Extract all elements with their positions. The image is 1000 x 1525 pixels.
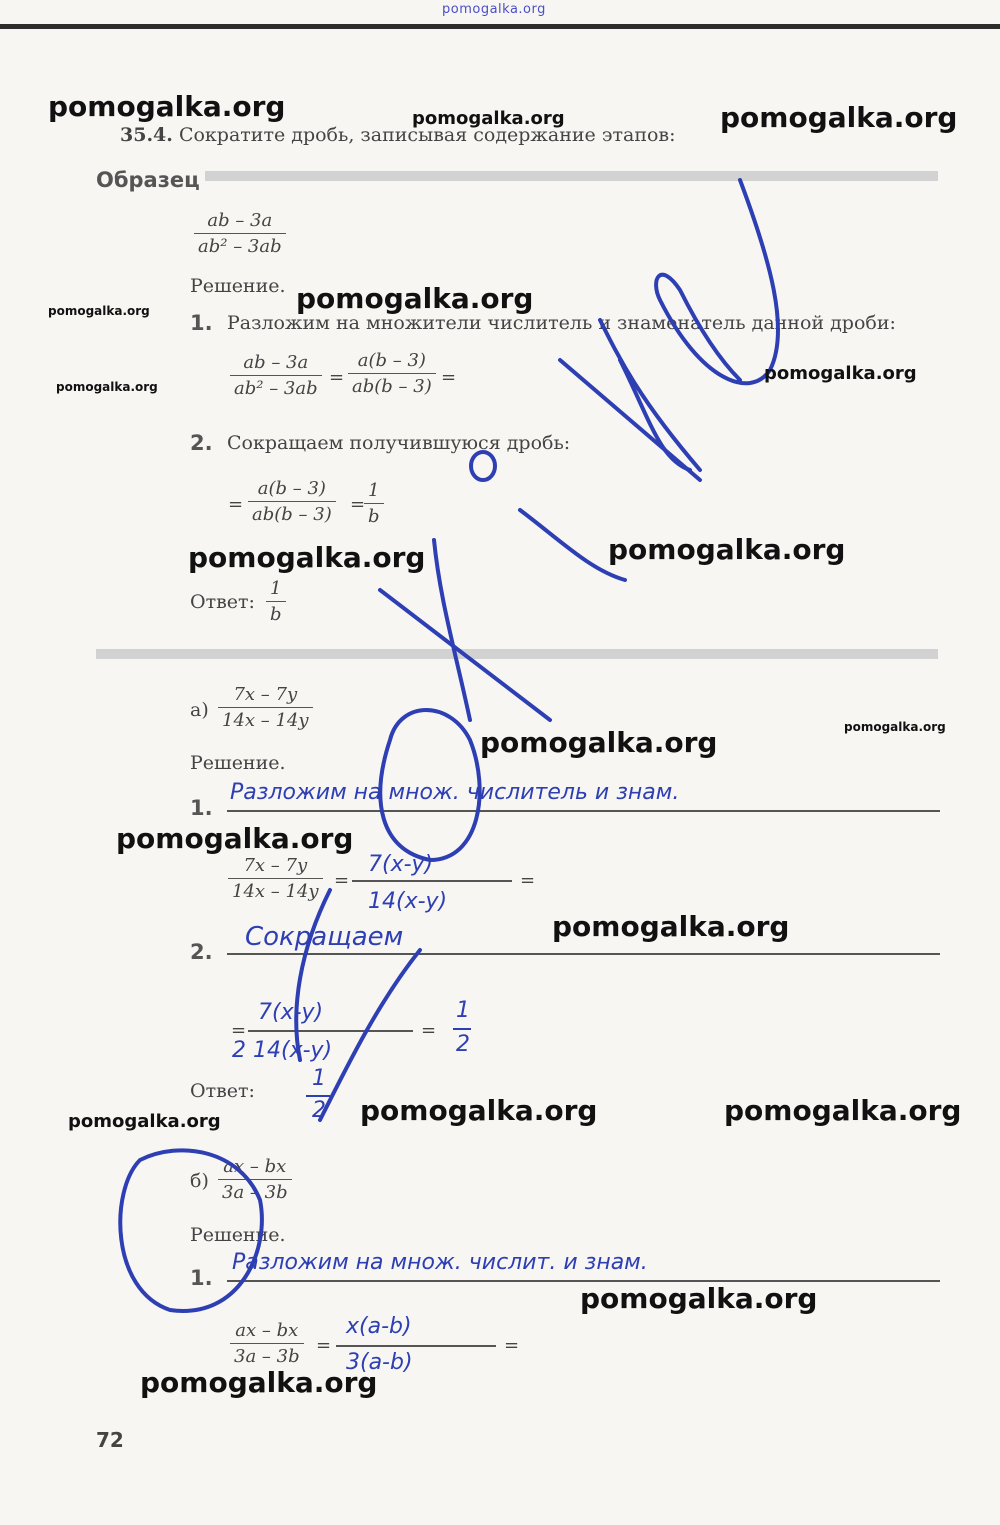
- watermark: pomogalka.org: [552, 910, 790, 943]
- equals-sign: =: [329, 367, 345, 388]
- part-a-step2-number: 2.: [190, 940, 213, 964]
- sample-step2-frac-num: a(b – 3): [257, 478, 326, 499]
- part-b-lhs-den: 3a – 3b: [230, 1343, 304, 1367]
- equals-sign: =: [350, 494, 366, 515]
- sample-denominator: ab² – 3ab: [194, 233, 286, 257]
- part-b-step1-number: 1.: [190, 1266, 213, 1290]
- sample-solution-label: Решение.: [190, 275, 286, 297]
- part-a-hand2-result-den: 2: [456, 1032, 470, 1057]
- part-a-label: а): [190, 699, 209, 721]
- part-a-lhs-den: 14x – 14y: [228, 878, 323, 902]
- part-a-numerator: 7x – 7y: [233, 684, 298, 705]
- watermark: pomogalka.org: [764, 363, 917, 384]
- sample-step2-text: Сокращаем получившуюся дробь:: [227, 432, 571, 454]
- watermark: pomogalka.org: [188, 541, 426, 574]
- watermark: pomogalka.org: [48, 90, 286, 123]
- watermark: pomogalka.org: [412, 108, 565, 129]
- top-site-url[interactable]: pomogalka.org: [442, 2, 546, 17]
- watermark: pomogalka.org: [116, 822, 354, 855]
- equals-sign: =: [228, 494, 244, 515]
- watermark: pomogalka.org: [608, 533, 846, 566]
- sample-answer-den: b: [266, 601, 286, 625]
- part-a-hand-denominator: 14(x-y): [368, 889, 448, 914]
- watermark: pomogalka.org: [580, 1282, 818, 1315]
- watermark: pomogalka.org: [720, 101, 958, 134]
- part-a-solution-label: Решение.: [190, 752, 286, 774]
- watermark: pomogalka.org: [844, 720, 946, 734]
- part-a-hand2-result-num: 1: [456, 998, 470, 1023]
- sample-step2-result-num: 1: [368, 480, 380, 501]
- part-a-denominator: 14x – 14y: [218, 707, 313, 731]
- sample-answer-num: 1: [270, 578, 282, 599]
- watermark: pomogalka.org: [48, 304, 150, 318]
- equals-sign: =: [231, 1020, 247, 1041]
- sample-step2-result-den: b: [364, 503, 384, 527]
- watermark: pomogalka.org: [56, 380, 158, 394]
- part-a-lhs-num: 7x – 7y: [243, 855, 308, 876]
- part-a-answer-label: Ответ:: [190, 1080, 255, 1102]
- part-a-step2-handwriting: Сокращаем: [245, 922, 404, 952]
- part-b-denominator: 3a – 3b: [218, 1179, 292, 1203]
- equals-sign: =: [316, 1335, 332, 1356]
- part-a-hand2-denominator: 2 14(x-y): [232, 1038, 333, 1063]
- watermark: pomogalka.org: [140, 1366, 378, 1399]
- sample-numerator: ab – 3a: [207, 210, 273, 231]
- equals-sign: =: [421, 1020, 437, 1041]
- part-a-answer-num: 1: [312, 1066, 326, 1091]
- sample-step1-lhs-den: ab² – 3ab: [230, 375, 322, 399]
- equals-sign: =: [334, 870, 350, 891]
- part-b-hand-numerator: x(a-b): [346, 1314, 412, 1339]
- sample-step1-rhs-den: ab(b – 3): [348, 373, 436, 397]
- watermark: pomogalka.org: [296, 282, 534, 315]
- sample-step1-number: 1.: [190, 311, 213, 335]
- watermark: pomogalka.org: [360, 1094, 598, 1127]
- page-number: 72: [96, 1428, 124, 1452]
- part-a-hand2-numerator: 7(x-y): [258, 1000, 324, 1025]
- sample-step1-rhs-num: a(b – 3): [357, 350, 426, 371]
- part-b-numerator: ax – bx: [223, 1156, 287, 1177]
- sample-step2-frac-den: ab(b – 3): [248, 501, 336, 525]
- part-a-step1-number: 1.: [190, 796, 213, 820]
- watermark: pomogalka.org: [480, 726, 718, 759]
- part-a-answer-den: 2: [312, 1098, 326, 1123]
- part-a-step1-handwriting: Разложим на множ. числитель и знам.: [230, 780, 680, 805]
- task-text: Сократите дробь, записывая содержание этапов:: [178, 124, 676, 146]
- part-b-hand-denominator: 3(a-b): [346, 1350, 413, 1375]
- sample-label: Образец: [96, 168, 200, 192]
- part-b-label: б): [190, 1170, 209, 1192]
- equals-sign: =: [441, 367, 457, 388]
- sample-answer-label: Ответ:: [190, 591, 255, 613]
- equals-sign: =: [520, 870, 536, 891]
- part-b-lhs-num: ax – bx: [235, 1320, 299, 1341]
- task-number: 35.4.: [120, 124, 173, 146]
- equals-sign: =: [504, 1335, 520, 1356]
- part-b-solution-label: Решение.: [190, 1224, 286, 1246]
- watermark: pomogalka.org: [68, 1111, 221, 1132]
- watermark: pomogalka.org: [724, 1094, 962, 1127]
- sample-step2-number: 2.: [190, 431, 213, 455]
- sample-step1-text: Разложим на множители числитель и знаменатель данной дроби:: [227, 312, 896, 334]
- sample-step1-lhs-num: ab – 3a: [243, 352, 309, 373]
- part-a-hand-numerator: 7(x-y): [368, 852, 434, 877]
- part-b-step1-handwriting: Разложим на множ. числит. и знам.: [232, 1250, 648, 1275]
